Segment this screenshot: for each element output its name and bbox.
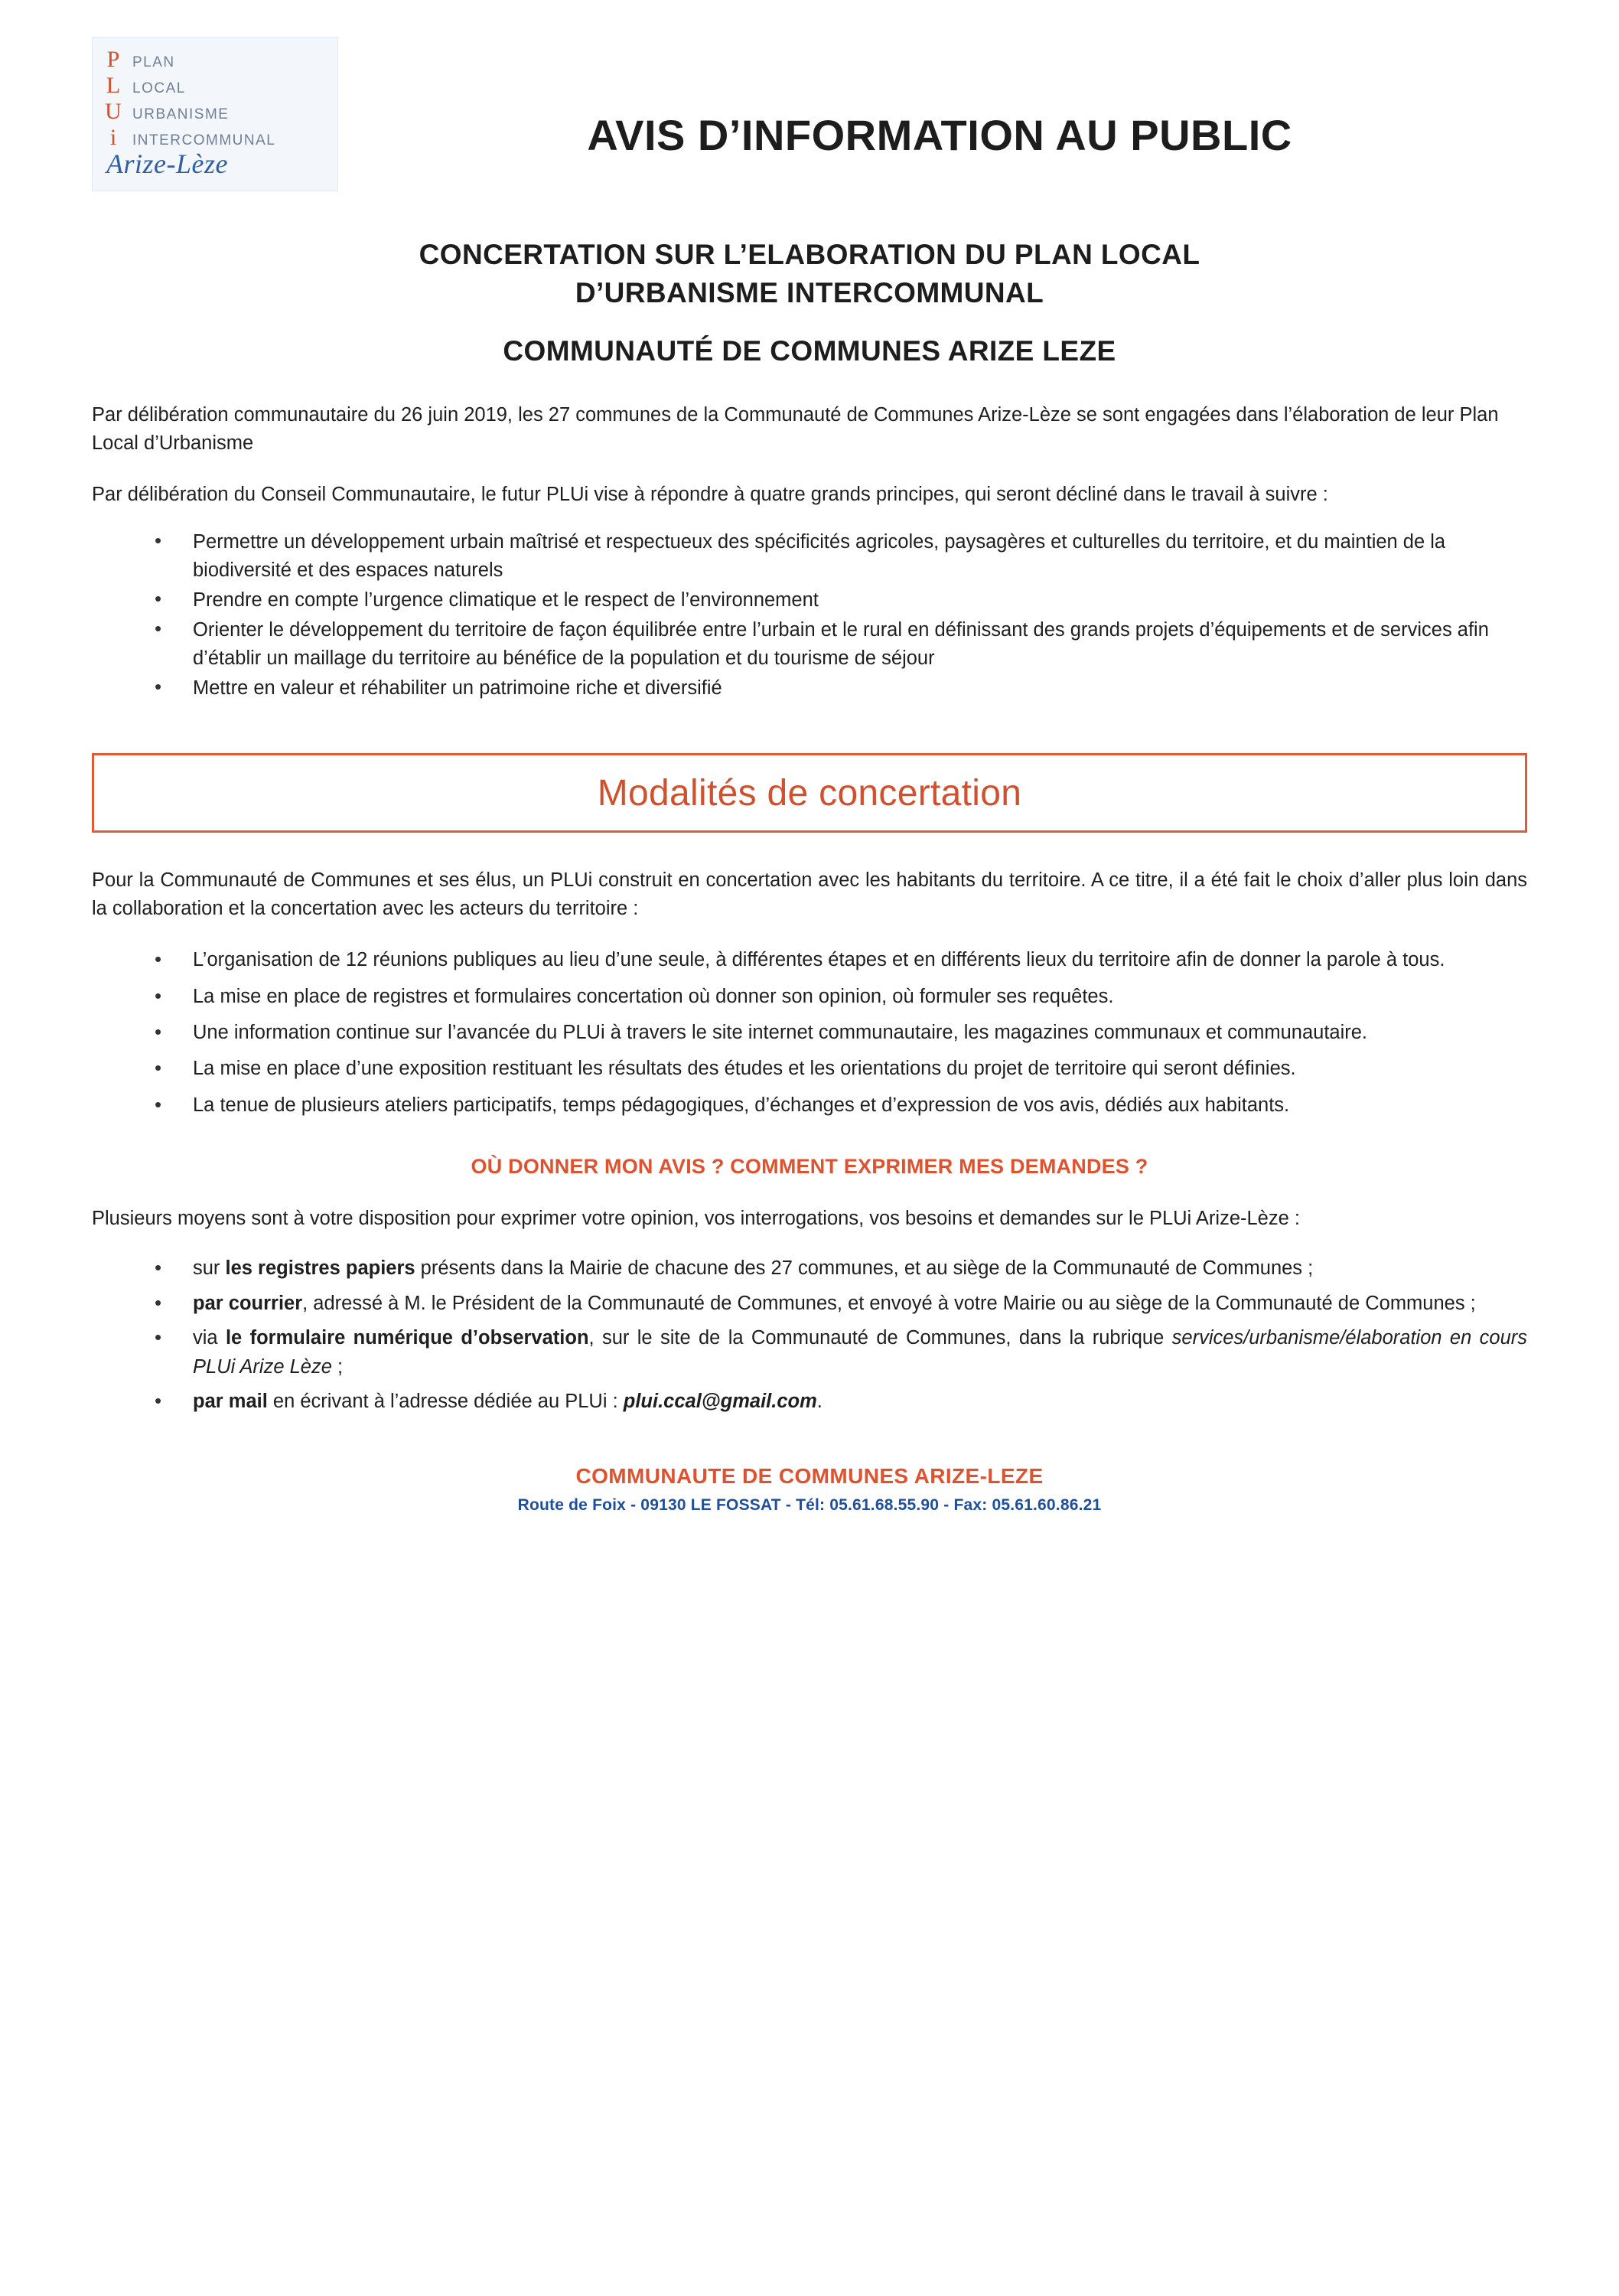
list-item: • L’organisation de 12 réunions publiques au lieu d’une seule, à différentes étapes et en différents lieux du territoire afin de donner la parole à tous. [148, 946, 1527, 974]
avis-item-tail: ; [331, 1355, 344, 1378]
subtitle-line-2: D’URBANISME INTERCOMMUNAL [575, 276, 1044, 308]
modalites-list [92, 946, 1527, 1120]
avis-item-suffix: , sur le site de la Communauté de Communes, dans la rubrique [588, 1327, 1172, 1349]
page-title: AVIS D’INFORMATION AU PUBLIC [587, 111, 1292, 159]
list-item: • Permettre un développement urbain maîtrisé et respectueux des spécificités agricoles, paysagères et culturelles du territoire, et du maintien de la biodiversité et des espaces naturels [148, 528, 1527, 585]
avis-item-suffix: , adressé à M. le Président de la Communauté de Communes, et envoyé à votre Mairie ou au siège de la Communauté de Communes ; [302, 1292, 1476, 1314]
logo-box [92, 37, 338, 191]
avis-item-prefix: via [193, 1327, 226, 1349]
logo-word-intercommunal: INTERCOMMUNAL [132, 132, 276, 148]
intro-paragraph-2: Par délibération du Conseil Communautaire, le futur PLUi vise à répondre à quatre grands principes, qui seront décliné dans le travail à suivre : [92, 483, 1328, 505]
subtitle-line-3: COMMUNAUTÉ DE COMMUNES ARIZE LEZE [503, 334, 1116, 367]
document-footer [92, 1464, 1527, 1515]
modalites-paragraph: Pour la Communauté de Communes et ses élus, un PLUi construit en concertation avec les habitants du territoire. A ce titre, il a été fait le choix d’aller plus loin dans la collaboration et la concertation avec les acteurs du territoire : [92, 869, 1527, 920]
intro-paragraph-1: Par délibération communautaire du 26 juin 2019, les 27 communes de la Communauté de Communes Arize-Lèze se sont engagées dans l’élaboration de leur Plan Local d’Urbanisme [92, 403, 1499, 454]
logo-letter-u: U [105, 99, 122, 124]
avis-item-bold: le formulaire numérique d’observation [225, 1327, 589, 1349]
list-item: • Prendre en compte l’urgence climatique et le respect de l’environnement [148, 586, 1527, 615]
subtitle-block [92, 236, 1527, 367]
list-item: • Orienter le développement du territoire de façon équilibrée entre l’urbain et le rural en définissant des grands projets d’équipements et de services afin d’établir un maillage du territoire au bénéfice de la population et du tourisme de séjour [148, 616, 1527, 673]
list-item: • La mise en place de registres et formulaires concertation où donner son opinion, où formuler ses requêtes. [148, 983, 1527, 1011]
modalites-title: Modalités de concertation [597, 772, 1022, 814]
avis-paragraph: Plusieurs moyens sont à votre disposition pour exprimer votre opinion, vos interrogations, vos besoins et demandes sur le PLUi Arize-Lèze : [92, 1208, 1300, 1230]
avis-item-bold: par courrier [193, 1292, 303, 1314]
avis-heading: OÙ DONNER MON AVIS ? COMMENT EXPRIMER MES DEMANDES ? [471, 1155, 1148, 1179]
list-item [148, 1388, 1527, 1416]
logo-word-urbanisme: URBANISME [132, 106, 230, 122]
avis-list [92, 1254, 1527, 1416]
principles-list [92, 528, 1527, 703]
footer-organisation: COMMUNAUTE DE COMMUNES ARIZE-LEZE [575, 1463, 1044, 1488]
list-item: • La mise en place d’une exposition restituant les résultats des études et les orientations du projet de territoire qui seront définies. [148, 1055, 1527, 1083]
logo-row [105, 99, 275, 125]
document-header [92, 34, 1527, 191]
logo-letter-l: L [106, 73, 121, 98]
footer-contact: Route de Foix - 09130 LE FOSSAT - Tél: 05.61.68.55.90 - Fax: 05.61.60.86.21 [517, 1495, 1102, 1514]
avis-item-tail: . [816, 1391, 823, 1413]
avis-item-suffix: en écrivant à l’adresse dédiée au PLUi : [267, 1391, 624, 1413]
plui-logo [92, 34, 344, 191]
modalites-highlight-box [92, 753, 1527, 833]
avis-item-prefix: sur [193, 1257, 226, 1280]
list-item: • Mettre en valeur et réhabiliter un patrimoine riche et diversifié [148, 674, 1527, 703]
logo-word-local: LOCAL [132, 80, 186, 96]
logo-territory-name: Arize-Lèze [106, 148, 228, 179]
logo-row [105, 125, 275, 151]
logo-letter-i: i [109, 125, 117, 150]
list-item [148, 1290, 1527, 1318]
logo-letter-p: P [106, 47, 120, 72]
logo-row [105, 73, 275, 99]
avis-item-bold: par mail [193, 1391, 268, 1413]
subtitle-line-1: CONCERTATION SUR L’ELABORATION DU PLAN LOCAL [419, 239, 1200, 270]
avis-item-email[interactable]: plui.ccal@gmail.com [623, 1391, 817, 1413]
logo-acronym-rows [105, 47, 275, 151]
avis-item-bold: les registres papiers [225, 1257, 415, 1280]
logo-word-plan: PLAN [132, 54, 175, 70]
list-item [148, 1324, 1527, 1381]
list-item [148, 1254, 1527, 1283]
avis-item-rubric: services/urbanisme/élaboration en cours PLUi Arize Lèze [193, 1327, 1527, 1378]
list-item: • Une information continue sur l’avancée du PLUi à travers le site internet communautaire, les magazines communaux et communautaire. [148, 1019, 1527, 1047]
avis-item-suffix: présents dans la Mairie de chacune des 27 communes, et au siège de la Communauté de Communes ; [415, 1257, 1314, 1280]
logo-row [105, 47, 275, 73]
list-item: • La tenue de plusieurs ateliers participatifs, temps pédagogiques, d’échanges et d’expression de vos avis, dédiés aux habitants. [148, 1091, 1527, 1120]
